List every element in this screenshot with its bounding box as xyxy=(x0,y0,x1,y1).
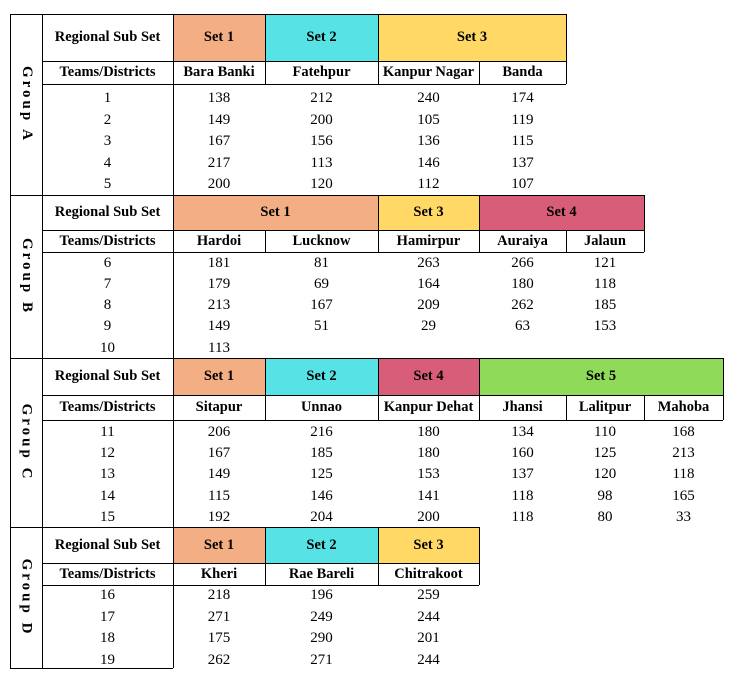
district-header: Sitapur xyxy=(195,399,243,416)
table-cell: 168 xyxy=(672,423,695,440)
grid-line xyxy=(644,195,645,230)
grid-line xyxy=(378,230,379,252)
grid-line xyxy=(42,84,43,195)
district-header: Mahoba xyxy=(657,399,710,416)
table-cell: 160 xyxy=(511,444,534,461)
table-cell: 164 xyxy=(417,275,440,292)
teams-districts-label: Teams/Districts xyxy=(59,232,156,249)
team-number: 9 xyxy=(103,317,112,334)
table-cell: 204 xyxy=(310,508,333,525)
grid-line xyxy=(42,14,43,84)
grid-line xyxy=(479,527,480,563)
group-name: Group C xyxy=(18,403,35,482)
set-header: Set 2 xyxy=(265,14,378,61)
set-row-line xyxy=(42,61,566,62)
grid-line xyxy=(723,395,724,420)
district-header: Rae Bareli xyxy=(288,565,355,582)
regional-sub-set-label: Regional Sub Set xyxy=(54,204,161,221)
district-header: Kheri xyxy=(200,565,238,582)
group-label xyxy=(10,527,42,668)
grid-line xyxy=(265,14,266,61)
set-row-line xyxy=(42,230,644,231)
district-header: Kanpur Nagar xyxy=(382,64,475,81)
team-number: 19 xyxy=(100,651,115,668)
table-cell: 167 xyxy=(207,132,231,149)
grid-line xyxy=(566,395,567,420)
table-cell: 200 xyxy=(207,175,231,192)
group-frame-top xyxy=(10,14,42,15)
group-label xyxy=(10,358,42,527)
table-cell: 216 xyxy=(310,423,333,440)
table-cell: 185 xyxy=(310,444,333,461)
grid-line xyxy=(42,527,43,585)
grid-line xyxy=(566,61,567,84)
set-header: Set 1 xyxy=(173,14,265,61)
table-cell: 136 xyxy=(417,132,440,149)
header-top-line xyxy=(42,358,723,359)
grid-line xyxy=(378,358,379,395)
team-number: 2 xyxy=(103,111,112,128)
table-cell: 125 xyxy=(310,465,333,482)
group-name: Group B xyxy=(18,238,35,315)
header-top-line xyxy=(42,195,644,196)
table-cell: 146 xyxy=(417,154,440,171)
grid-line xyxy=(265,395,266,420)
district-header: Hamirpur xyxy=(396,232,461,249)
table-cell: 149 xyxy=(207,465,231,482)
group-frame-bottom xyxy=(10,668,173,669)
table-cell: 110 xyxy=(594,423,616,440)
team-number: 4 xyxy=(103,154,112,171)
group-name: Group D xyxy=(18,558,35,637)
table-cell: 213 xyxy=(207,296,231,313)
table-cell: 259 xyxy=(417,586,440,603)
district-header: Hardoi xyxy=(196,232,242,249)
table-cell: 153 xyxy=(593,317,617,334)
group-label xyxy=(10,195,42,358)
table-cell: 179 xyxy=(207,275,231,292)
table-cell: 262 xyxy=(511,296,534,313)
table-cell: 206 xyxy=(207,423,231,440)
header-top-line xyxy=(42,14,566,15)
group-frame-top xyxy=(10,195,42,196)
table-cell: 33 xyxy=(676,508,691,525)
table-cell: 262 xyxy=(207,651,231,668)
team-number: 8 xyxy=(103,296,112,313)
table-cell: 249 xyxy=(310,608,333,625)
table-cell: 244 xyxy=(417,608,440,625)
table-cell: 51 xyxy=(314,317,329,334)
grid-line xyxy=(265,61,266,84)
table-cell: 181 xyxy=(207,254,231,271)
district-header: Fatehpur xyxy=(292,64,351,81)
team-number: 17 xyxy=(100,608,115,625)
grid-line xyxy=(42,252,43,358)
group-name: Group A xyxy=(18,66,35,143)
team-number: 18 xyxy=(100,629,115,646)
grid-line xyxy=(265,563,266,585)
table-cell: 212 xyxy=(310,89,333,106)
grid-line xyxy=(479,395,480,420)
table-cell: 266 xyxy=(511,254,534,271)
table-cell: 175 xyxy=(207,629,231,646)
district-header: Lalitpur xyxy=(578,399,632,416)
table-cell: 290 xyxy=(310,629,333,646)
table-cell: 167 xyxy=(310,296,333,313)
grid-line xyxy=(723,358,724,395)
table-cell: 200 xyxy=(310,111,333,128)
grid-line xyxy=(479,230,480,252)
regional-sub-set-label: Regional Sub Set xyxy=(54,536,161,553)
district-header: Kanpur Dehat xyxy=(383,399,474,416)
table-cell: 115 xyxy=(511,132,534,149)
district-header: Lucknow xyxy=(292,232,351,249)
table-cell: 263 xyxy=(417,254,440,271)
header-top-line xyxy=(42,527,479,528)
table-cell: 201 xyxy=(417,629,440,646)
header-bottom-line xyxy=(42,585,479,586)
table-cell: 156 xyxy=(310,132,333,149)
grid-line xyxy=(378,61,379,84)
team-number: 12 xyxy=(100,444,115,461)
team-number: 14 xyxy=(100,487,115,504)
team-number: 5 xyxy=(103,175,112,192)
table-cell: 63 xyxy=(515,317,530,334)
table-cell: 271 xyxy=(207,608,231,625)
data-left-line xyxy=(173,195,174,358)
grid-line xyxy=(479,61,480,84)
group-frame-left xyxy=(10,358,11,527)
header-bottom-line xyxy=(42,84,566,85)
grid-line xyxy=(378,527,379,563)
header-bottom-line xyxy=(42,252,644,253)
table-cell: 244 xyxy=(417,651,440,668)
table-cell: 69 xyxy=(314,275,329,292)
group-frame-left xyxy=(10,195,11,358)
group-frame-top xyxy=(10,527,42,528)
table-cell: 217 xyxy=(207,154,231,171)
grid-line xyxy=(265,527,266,563)
table-cell: 112 xyxy=(417,175,440,192)
table-cell: 119 xyxy=(511,111,534,128)
district-header: Jalaun xyxy=(584,232,626,249)
team-number: 3 xyxy=(103,132,112,149)
table-cell: 118 xyxy=(594,275,616,292)
set-header: Set 3 xyxy=(378,14,566,61)
set-row-line xyxy=(42,395,723,396)
district-header: Chitrakoot xyxy=(394,565,463,582)
table-cell: 113 xyxy=(310,154,333,171)
table-cell: 120 xyxy=(310,175,333,192)
teams-districts-label: Teams/Districts xyxy=(59,399,156,416)
table-cell: 149 xyxy=(207,111,231,128)
group-frame-left xyxy=(10,14,11,195)
table-cell: 115 xyxy=(208,487,230,504)
table-cell: 118 xyxy=(511,508,534,525)
set-header: Set 2 xyxy=(265,358,378,395)
table-cell: 121 xyxy=(593,254,617,271)
team-number: 10 xyxy=(100,339,115,356)
table-cell: 120 xyxy=(593,465,617,482)
table-cell: 149 xyxy=(207,317,231,334)
team-number: 13 xyxy=(100,465,115,482)
grid-line xyxy=(644,230,645,252)
grid-line xyxy=(566,14,567,61)
table-cell: 29 xyxy=(421,317,436,334)
table-cell: 81 xyxy=(314,254,329,271)
group-label xyxy=(10,14,42,195)
grid-line xyxy=(378,563,379,585)
district-header: Jhansi xyxy=(502,399,543,416)
district-header: Bara Banki xyxy=(183,64,255,81)
district-header: Unnao xyxy=(300,399,343,416)
set-header: Set 4 xyxy=(479,195,644,230)
team-number: 16 xyxy=(100,586,115,603)
table-cell: 134 xyxy=(511,423,534,440)
grid-line xyxy=(42,585,43,668)
grid-line xyxy=(479,358,480,395)
data-left-line xyxy=(173,527,174,668)
teams-districts-label: Teams/Districts xyxy=(59,64,156,81)
table-cell: 209 xyxy=(417,296,440,313)
table-cell: 153 xyxy=(417,465,440,482)
table-cell: 113 xyxy=(208,339,230,356)
grid-line xyxy=(265,358,266,395)
group-frame-top xyxy=(10,358,42,359)
table-cell: 98 xyxy=(597,487,613,504)
set-header: Set 1 xyxy=(173,195,378,230)
set-header: Set 3 xyxy=(378,195,479,230)
table-cell: 141 xyxy=(417,487,440,504)
regional-sub-set-label: Regional Sub Set xyxy=(54,29,161,46)
table-cell: 165 xyxy=(672,487,695,504)
table-cell: 271 xyxy=(310,651,333,668)
table-cell: 167 xyxy=(207,444,231,461)
grid-line xyxy=(42,195,43,252)
grid-line xyxy=(42,420,43,527)
grid-line xyxy=(42,358,43,420)
grid-line xyxy=(378,195,379,230)
grid-line xyxy=(479,563,480,585)
table-cell: 180 xyxy=(417,423,440,440)
table-cell: 240 xyxy=(417,89,440,106)
table-cell: 180 xyxy=(417,444,440,461)
team-number: 11 xyxy=(100,423,115,440)
table-cell: 218 xyxy=(207,586,231,603)
data-left-line xyxy=(173,14,174,195)
table-cell: 138 xyxy=(207,89,231,106)
table-cell: 137 xyxy=(511,154,534,171)
team-number: 7 xyxy=(103,275,112,292)
set-row-line xyxy=(42,563,479,564)
grid-line xyxy=(479,195,480,230)
district-header: Auraiya xyxy=(497,232,548,249)
group-frame-left xyxy=(10,527,11,668)
teams-districts-label: Teams/Districts xyxy=(59,565,156,582)
table-cell: 80 xyxy=(597,508,613,525)
grid-line xyxy=(644,395,645,420)
grid-line xyxy=(378,395,379,420)
grid-line xyxy=(265,230,266,252)
set-header: Set 1 xyxy=(173,527,265,563)
table-cell: 174 xyxy=(511,89,534,106)
team-number: 1 xyxy=(103,89,112,106)
regional-sub-set-label: Regional Sub Set xyxy=(54,368,161,385)
table-cell: 185 xyxy=(593,296,617,313)
table-cell: 105 xyxy=(417,111,440,128)
table-cell: 118 xyxy=(511,487,534,504)
table-cell: 125 xyxy=(593,444,617,461)
data-left-line xyxy=(173,358,174,527)
district-header: Banda xyxy=(502,64,543,81)
table-cell: 146 xyxy=(310,487,333,504)
set-header: Set 3 xyxy=(378,527,479,563)
table-cell: 118 xyxy=(672,465,695,482)
table-cell: 107 xyxy=(511,175,534,192)
table-cell: 192 xyxy=(207,508,231,525)
set-header: Set 1 xyxy=(173,358,265,395)
table-cell: 137 xyxy=(511,465,534,482)
set-header: Set 5 xyxy=(479,358,723,395)
header-bottom-line xyxy=(42,420,723,421)
grid-line xyxy=(378,14,379,61)
table-cell: 180 xyxy=(511,275,534,292)
set-header: Set 4 xyxy=(378,358,479,395)
grid-line xyxy=(566,230,567,252)
table-cell: 200 xyxy=(417,508,440,525)
team-number: 15 xyxy=(100,508,115,525)
team-number: 6 xyxy=(103,254,112,271)
set-header: Set 2 xyxy=(265,527,378,563)
table-cell: 213 xyxy=(672,444,695,461)
table-cell: 196 xyxy=(310,586,333,603)
